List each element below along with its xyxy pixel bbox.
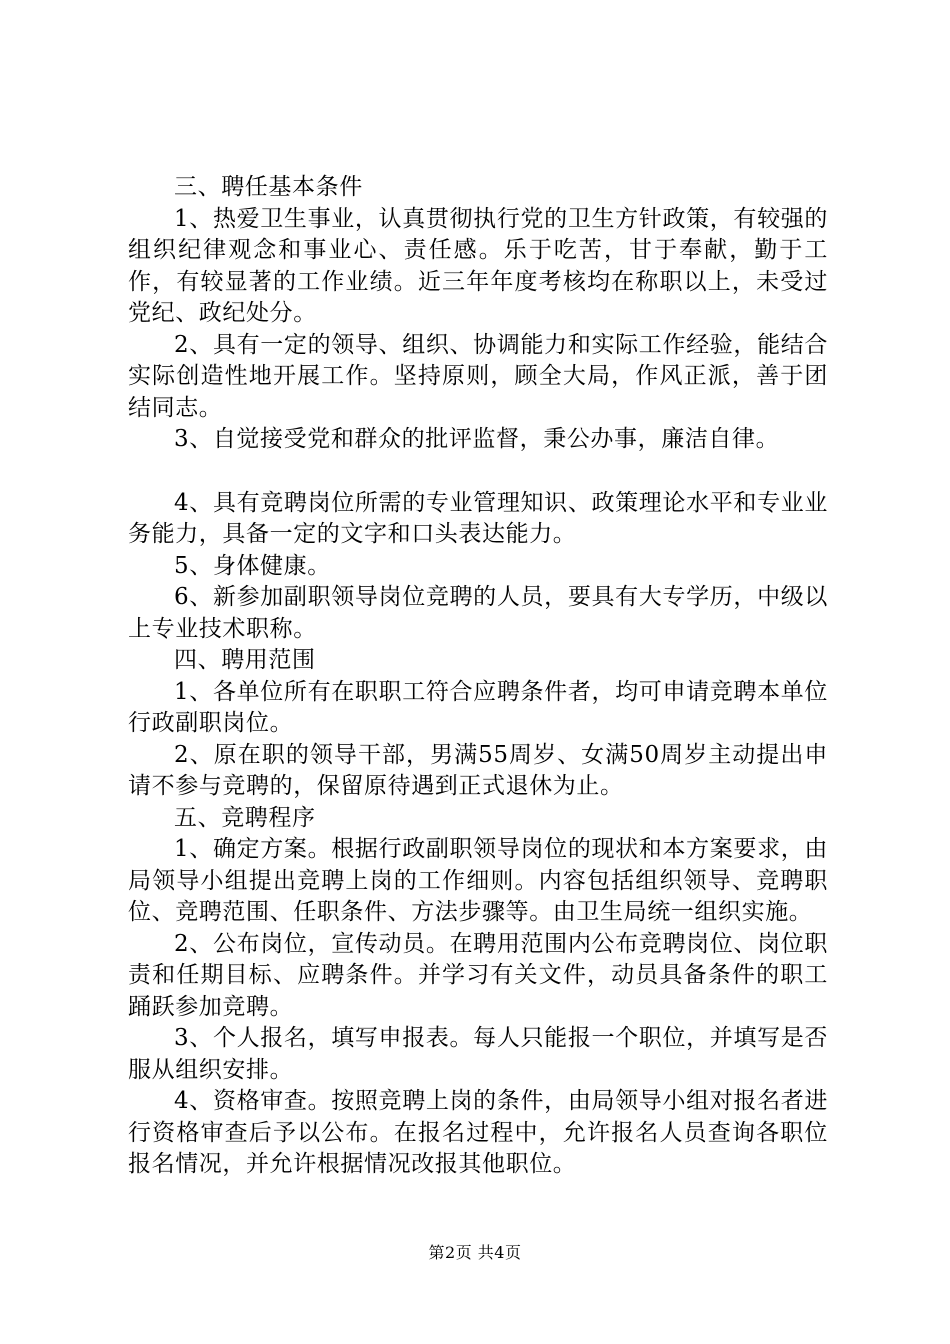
section-heading-5: 五、竞聘程序: [174, 804, 316, 831]
paragraph-condition-1: 1、热爱卫生事业，认真贯彻执行党的卫生方针政策，有较强的组织纪律观念和事业心、责任感。乐于吃苦，甘于奉献，勤于工作，有较显著的工作业绩。近三年年度考核均在称职以上，未受过党纪、政纪处分。: [128, 205, 828, 326]
paragraph-condition-5: 5、身体健康。: [174, 552, 331, 579]
section-heading-4: 四、聘用范围: [174, 647, 316, 673]
document-body: [128, 172, 828, 1181]
paragraph-scope-2: 2、原在职的领导干部，男满55周岁、女满50周岁主动提出申请不参与竞聘的，保留原待遇到正式退休为止。: [128, 741, 828, 799]
section-heading-3: 三、聘任基本条件: [174, 174, 363, 200]
paragraph-procedure-4: 4、资格审查。按照竞聘上岗的条件，由局领导小组对报名者进行资格审查后予以公布。在报名过程中，允许报名人员查询各职位报名情况，并允许根据情况改报其他职位。: [128, 1088, 828, 1177]
paragraph-scope-1: 1、各单位所有在职职工符合应聘条件者，均可申请竞聘本单位行政副职岗位。: [128, 678, 828, 736]
paragraph-condition-2: 2、具有一定的领导、组织、协调能力和实际工作经验，能结合实际创造性地开展工作。坚持原则，顾全大局，作风正派，善于团结同志。: [128, 331, 828, 421]
paragraph-procedure-2: 2、公布岗位，宣传动员。在聘用范围内公布竞聘岗位、岗位职责和任期目标、应聘条件。并学习有关文件，动员具备条件的职工踊跃参加竞聘。: [128, 930, 828, 1020]
paragraph-procedure-3: 3、个人报名，填写申报表。每人只能报一个职位，并填写是否服从组织安排。: [128, 1025, 828, 1083]
page-number-footer: 第2页 共4页: [428, 1243, 522, 1262]
paragraph-condition-3: 3、自觉接受党和群众的批评监督，秉公办事，廉洁自律。: [174, 426, 780, 452]
paragraph-condition-4: 4、具有竞聘岗位所需的专业管理知识、政策理论水平和专业业务能力，具备一定的文字和口头表达能力。: [128, 489, 828, 547]
paragraph-condition-6: 6、新参加副职领导岗位竞聘的人员，要具有大专学历，中级以上专业技术职称。: [128, 584, 828, 642]
paragraph-procedure-1: 1、确定方案。根据行政副职领导岗位的现状和本方案要求，由局领导小组提出竞聘上岗的工作细则。内容包括组织领导、竞聘职位、竞聘范围、任职条件、方法步骤等。由卫生局统一组织实施。: [128, 836, 828, 925]
